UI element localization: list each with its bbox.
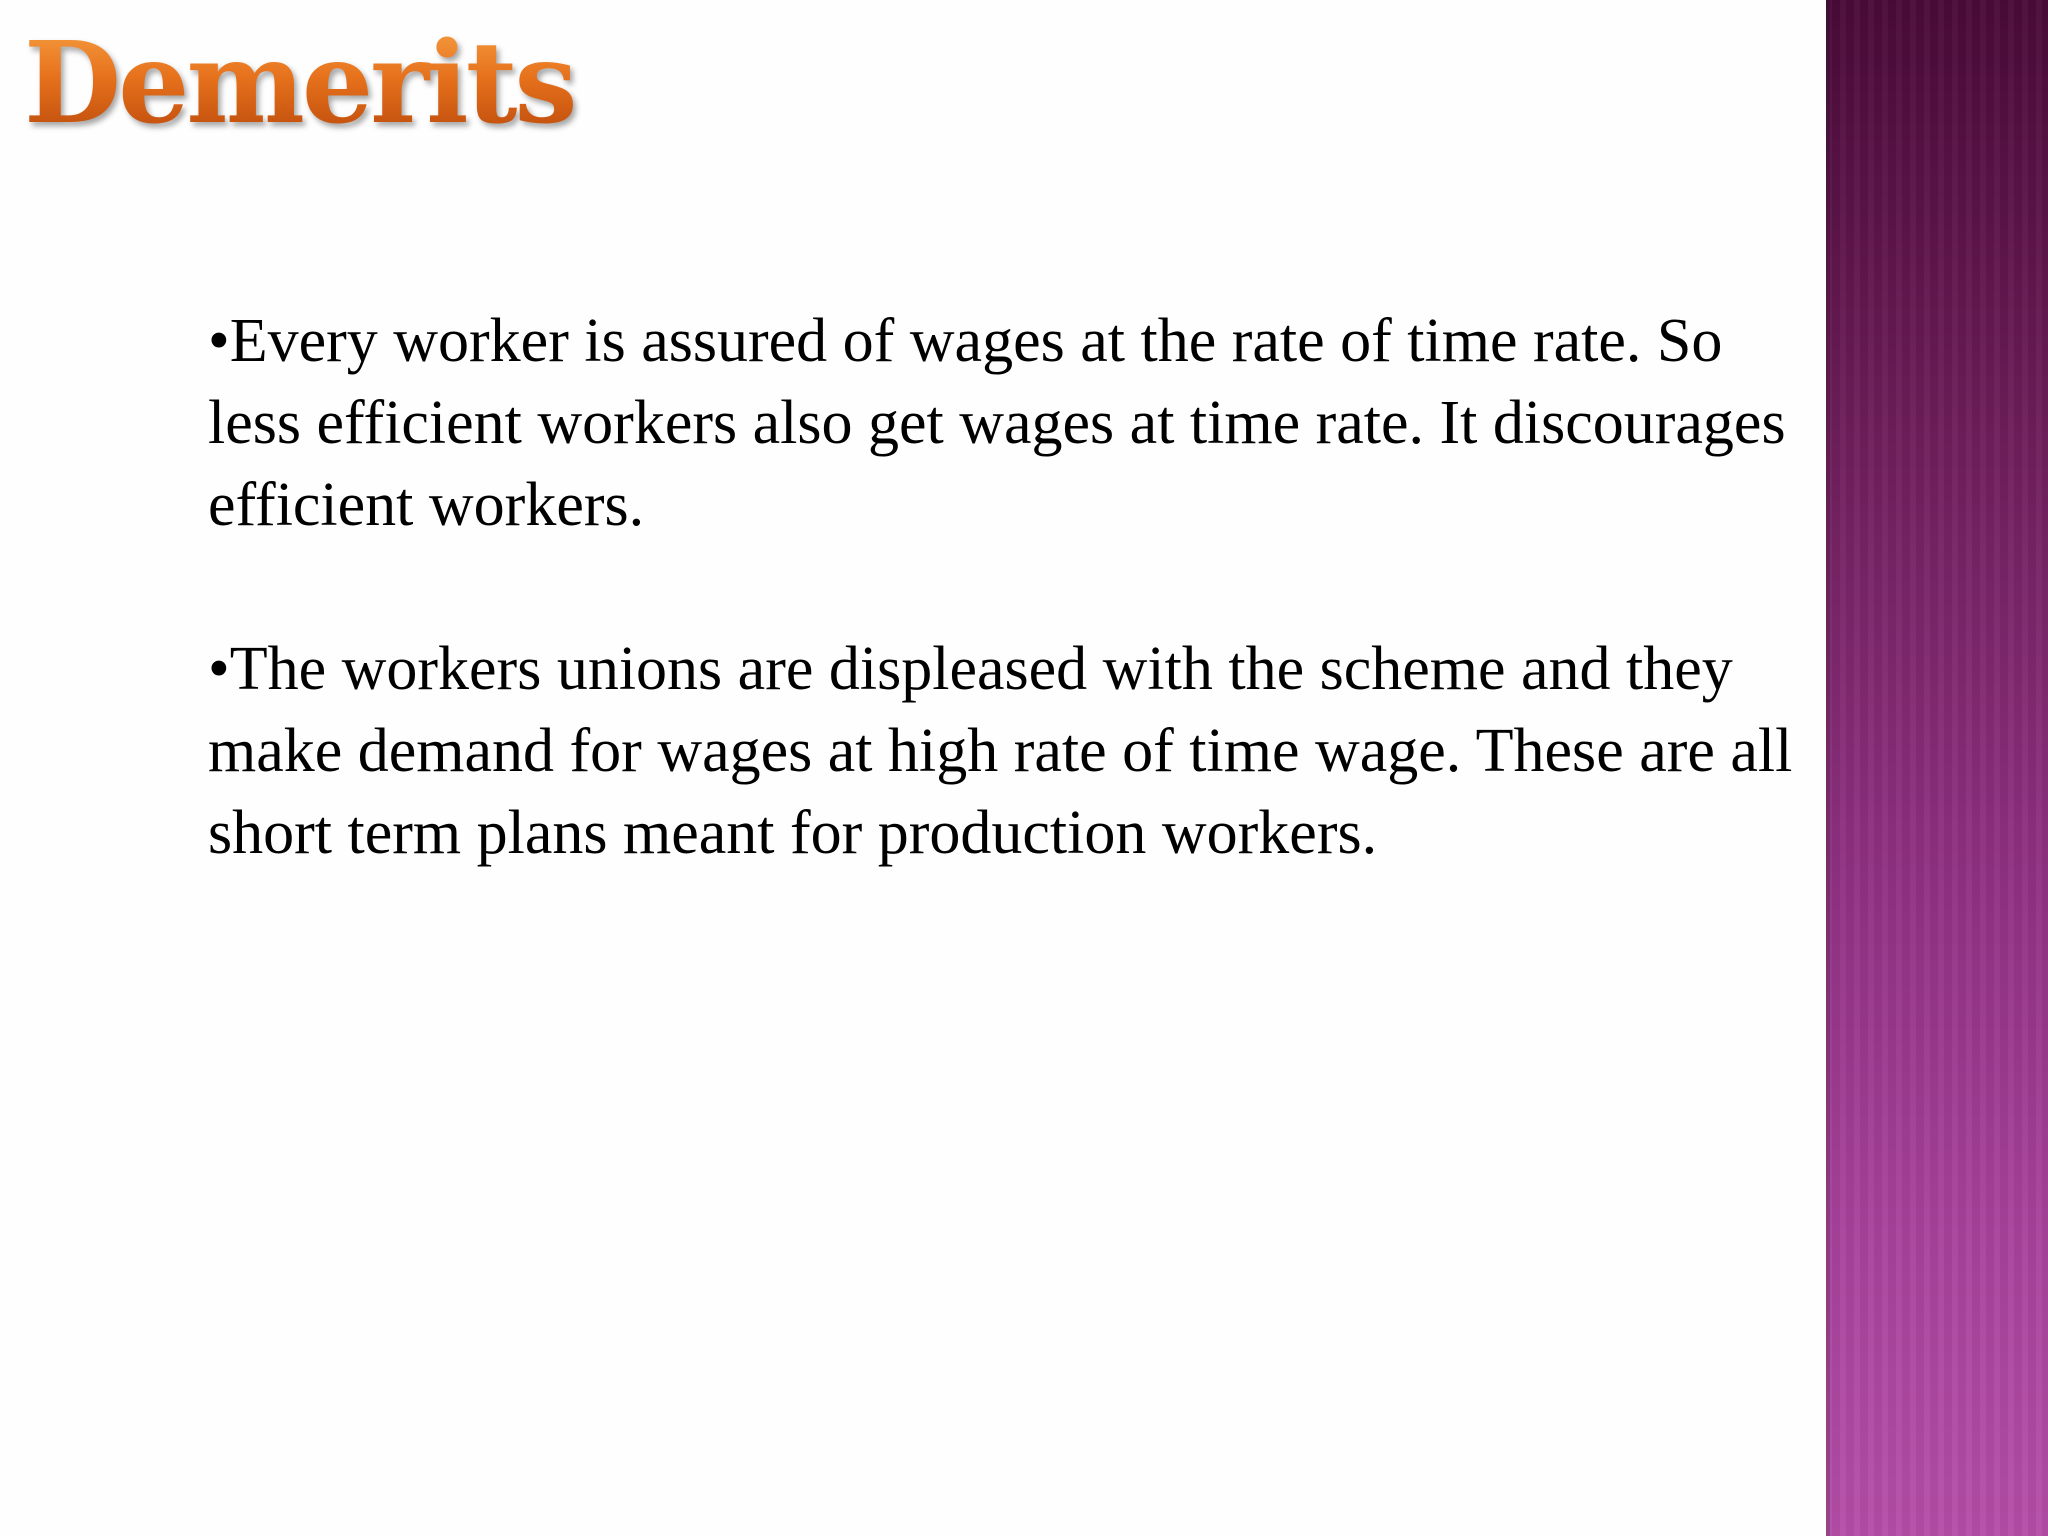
bullet-item-2 [208, 628, 1798, 874]
slide-title: Demerits [24, 18, 575, 149]
bullet-marker: • [208, 635, 230, 703]
bullet-text: Every worker is assured of wages at the rate of time rate. So less efficient workers also get wages at time rate. It discourages efficient workers. [208, 307, 1786, 539]
bullet-marker: • [208, 307, 230, 375]
slide-content [208, 300, 1798, 956]
bullet-item-1 [208, 300, 1798, 546]
bullet-text: The workers unions are displeased with the scheme and they make demand for wages at high rate of time wage. These are all short term plans meant for production workers. [208, 635, 1793, 867]
decorative-side-band [1826, 0, 2048, 1536]
